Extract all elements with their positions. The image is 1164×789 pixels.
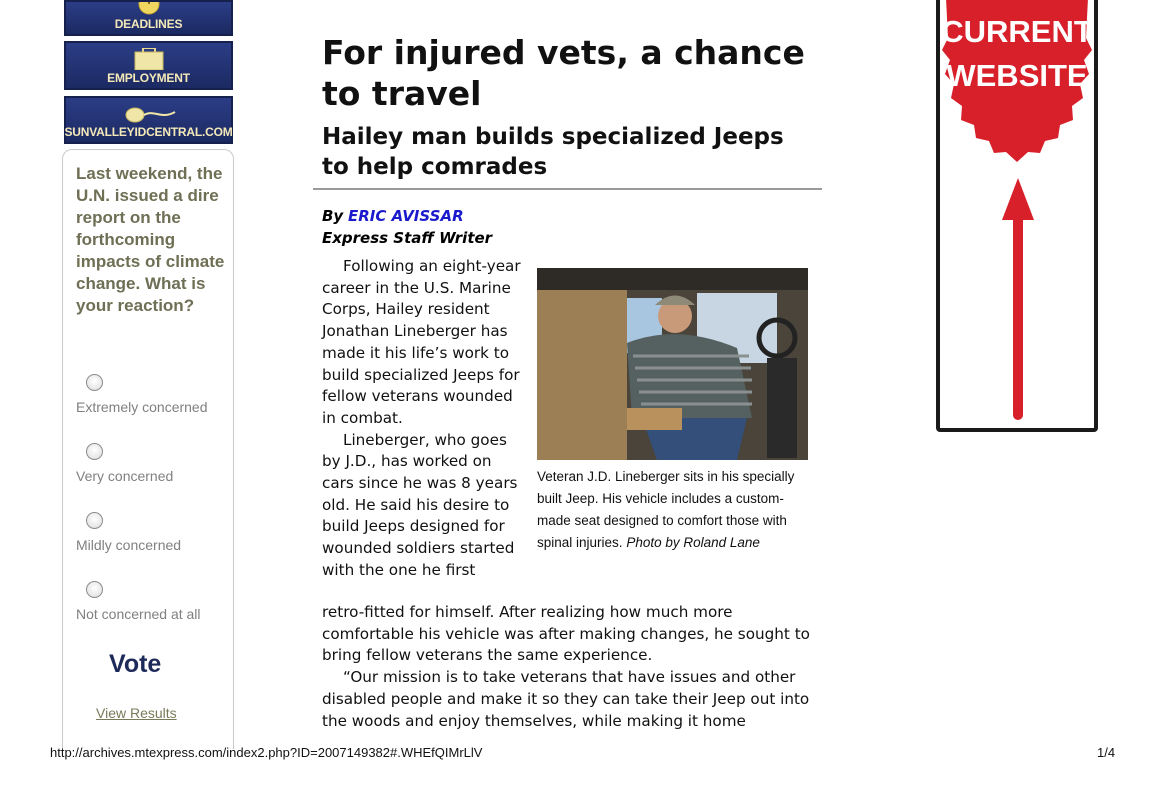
clock-icon: [137, 2, 161, 16]
nav-deadlines-label: DEADLINES: [114, 17, 183, 31]
nav-employment-button[interactable]: [64, 41, 233, 90]
caption-text: Veteran J.D. Lineberger sits in his specially built Jeep. His vehicle includes a custom-made seat designed to comfort those with spinal injuries.: [537, 469, 795, 550]
poll-option-extremely-concerned[interactable]: [76, 374, 231, 416]
byline: [322, 205, 622, 249]
article-photo: [537, 268, 808, 460]
poll-option-label: Mildly concerned: [76, 537, 182, 553]
poll-option-not-concerned[interactable]: [76, 581, 231, 623]
vote-button[interactable]: Vote: [109, 650, 162, 678]
poll-box: [62, 149, 234, 749]
poll-option-mildly-concerned[interactable]: [76, 512, 231, 554]
article-paragraph: “Our mission is to take veterans that have issues and other disabled people and make it so they can take their Jeep out into the woods and enjoy themselves, while making it home: [322, 668, 810, 730]
headline-divider: [313, 188, 822, 190]
radio-not-concerned[interactable]: [86, 581, 103, 598]
nav-sunvalley-label: SUNVALLEYIDCENTRAL.COM: [64, 125, 233, 139]
jeep-photo-illustration: [537, 268, 808, 460]
view-results-link[interactable]: View Results: [96, 705, 177, 721]
up-arrow-icon: [1002, 178, 1034, 420]
poll-option-label: Not concerned at all: [76, 606, 201, 622]
photo-credit: Photo by Roland Lane: [626, 535, 760, 550]
poll-question: Last weekend, the U.N. issued a dire report on the forthcoming impacts of climate change. What is your reaction?: [76, 164, 225, 315]
article-paragraph-continued: retro-fitted for himself. After realizing how much more comfortable his vehicle was after making changes, he sought to bring fellow veterans the same experience.: [322, 603, 810, 665]
article-paragraph: Lineberger, who goes by J.D., has worked on cars since he was 8 years old. He said his desire to build Jeeps designed for wounded soldiers started with the one he first: [322, 430, 518, 579]
poll-option-label: Very concerned: [76, 468, 174, 484]
briefcase-icon: [134, 48, 164, 70]
radio-extremely-concerned[interactable]: [86, 374, 103, 391]
current-website-sign[interactable]: [936, 0, 1098, 432]
article-body-column: [322, 256, 527, 582]
nav-deadlines-button[interactable]: [64, 0, 233, 36]
author-link[interactable]: ERIC AVISSAR: [348, 207, 464, 225]
computer-mouse-icon: [119, 106, 179, 124]
author-title: Express Staff Writer: [322, 229, 493, 247]
article-headline: For injured vets, a chance to travel: [322, 33, 805, 113]
print-page-number: 1/4: [1097, 745, 1116, 760]
sign-line-2: WEBSITE: [946, 58, 1088, 93]
article-paragraph: Following an eight-year career in the U.S. Marine Corps, Hailey resident Jonathan Lineberger has made it his life’s work to build specialized Jeeps for fellow veterans wounded in combat.: [322, 257, 521, 427]
photo-caption: [537, 466, 812, 554]
article-body-wide: [322, 602, 817, 732]
nav-employment-label: EMPLOYMENT: [107, 71, 190, 85]
radio-mildly-concerned[interactable]: [86, 512, 103, 529]
current-website-badge: [940, 0, 1094, 428]
sign-line-1: CURRENT: [941, 14, 1093, 49]
poll-option-label: Extremely concerned: [76, 399, 208, 415]
article-subhead: Hailey man builds specialized Jeeps to help comrades: [322, 124, 784, 180]
nav-sunvalley-button[interactable]: [64, 96, 233, 144]
poll-option-very-concerned[interactable]: [76, 443, 231, 485]
radio-very-concerned[interactable]: [86, 443, 103, 460]
print-footer-url: http://archives.mtexpress.com/index2.php?ID=2007149382#.WHEfQIMrLlV: [50, 745, 483, 760]
byline-prefix: By: [322, 207, 344, 225]
